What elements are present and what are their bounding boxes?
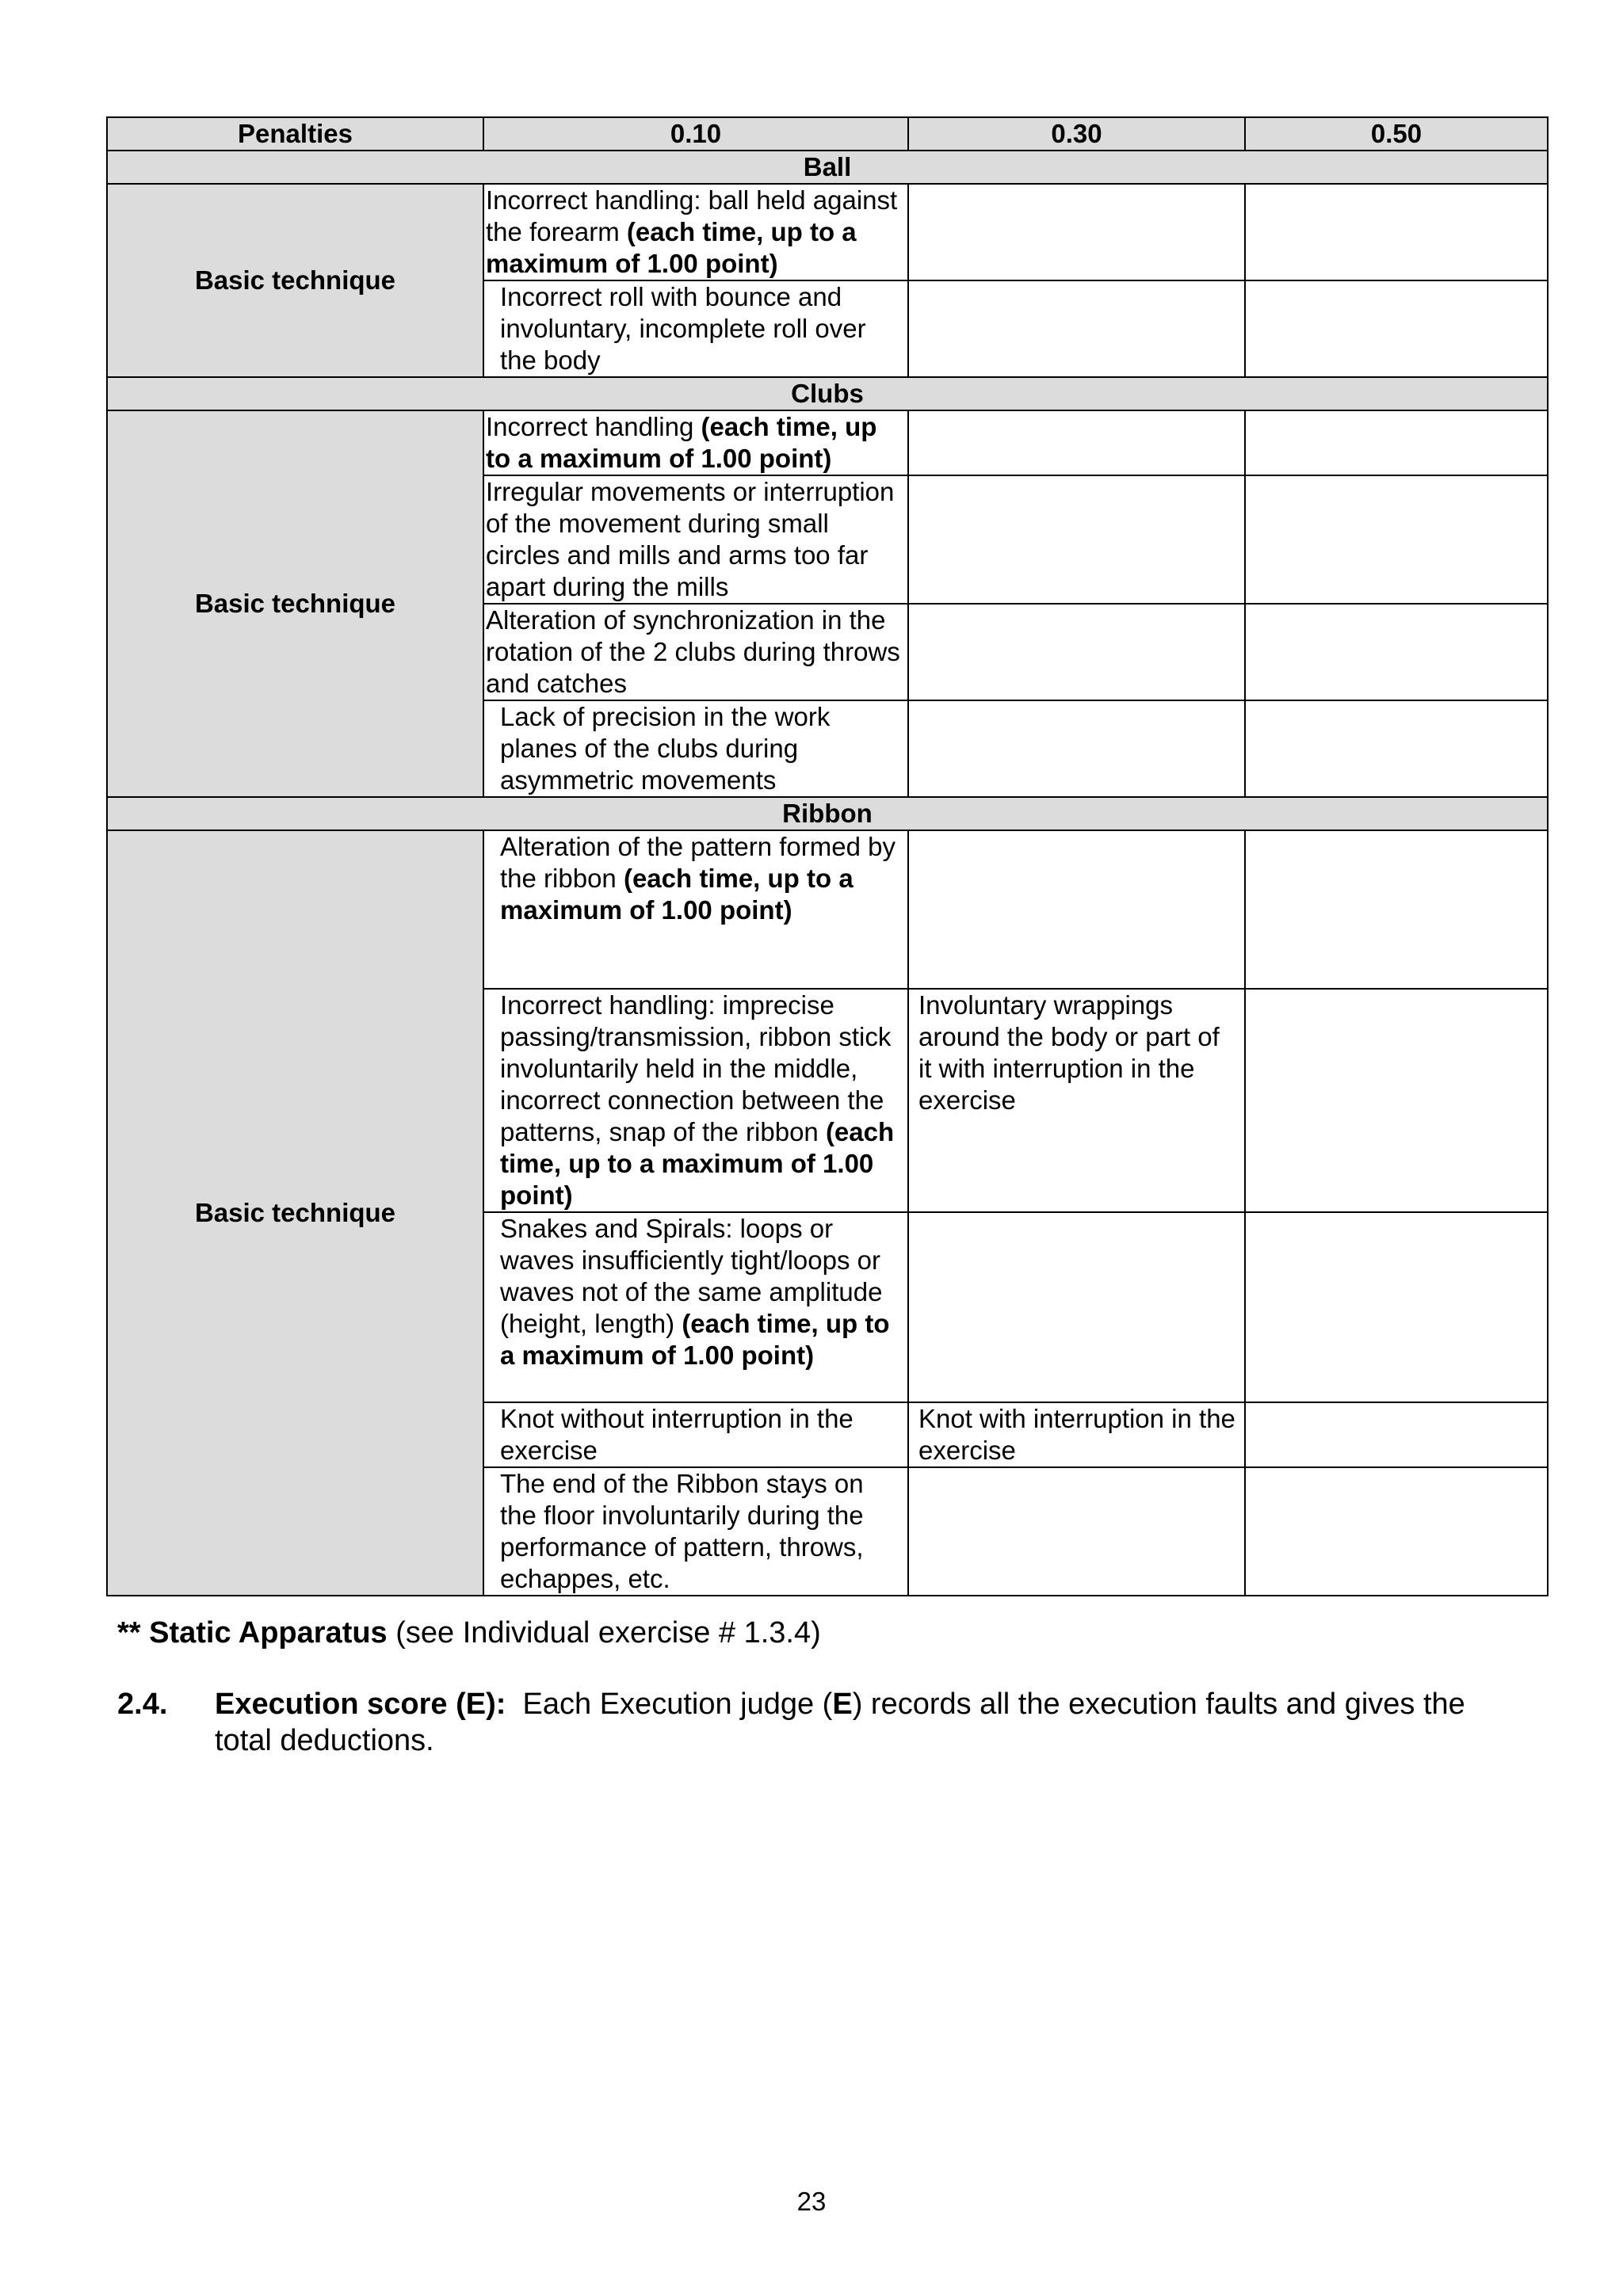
penalty-0-30-cell: Knot with interruption in the exercise bbox=[908, 1402, 1245, 1467]
penalty-cell bbox=[483, 184, 908, 280]
execution-score-paragraph bbox=[117, 1686, 1528, 1759]
header-0-50: 0.50 bbox=[1245, 117, 1548, 151]
section-title-ball: Ball bbox=[107, 151, 1548, 184]
table-row bbox=[107, 410, 1548, 475]
penalty-0-50-cell bbox=[1245, 410, 1548, 475]
section-row-ball bbox=[107, 151, 1548, 184]
category-ribbon: Basic technique bbox=[107, 830, 483, 1596]
penalty-0-30-cell bbox=[908, 1212, 1245, 1402]
note-label: Static Apparatus bbox=[149, 1616, 388, 1650]
penalty-bold-text: (each time, up to a maximum of 1.00 point) bbox=[500, 1309, 890, 1370]
execution-text: Each Execution judge ( bbox=[506, 1688, 833, 1721]
penalty-0-30-cell bbox=[908, 184, 1245, 280]
note-stars: ** bbox=[117, 1616, 141, 1650]
penalty-cell bbox=[483, 989, 908, 1212]
penalty-0-50-cell bbox=[1245, 700, 1548, 797]
penalty-text: Knot without interruption in the exercise bbox=[500, 1404, 854, 1465]
penalty-0-50-cell bbox=[1245, 280, 1548, 377]
table-header-row bbox=[107, 117, 1548, 151]
page-number: 23 bbox=[796, 2187, 827, 2216]
penalty-text: Alteration of the pattern formed by the ribbon bbox=[500, 832, 896, 893]
table-row bbox=[107, 184, 1548, 280]
penalty-0-50-cell bbox=[1245, 1402, 1548, 1467]
penalty-text: Incorrect handling: imprecise passing/transmission, ribbon stick involuntarily held in the middle, incorrect connection between the patterns, snap of the ribbon bbox=[500, 990, 892, 1146]
penalty-0-30-cell bbox=[908, 410, 1245, 475]
penalty-text: Incorrect roll with bounce and involuntary, incomplete roll over the body bbox=[500, 282, 866, 375]
penalty-0-50-cell bbox=[1245, 604, 1548, 700]
section-title-ribbon: Ribbon bbox=[107, 797, 1548, 830]
penalty-0-30-cell bbox=[908, 1467, 1245, 1596]
penalty-0-30-cell: Involuntary wrappings around the body or part of it with interruption in the exercise bbox=[908, 989, 1245, 1212]
penalty-cell bbox=[483, 475, 908, 604]
penalty-bold-text: (each time, up to a maximum of 1.00 point) bbox=[486, 412, 877, 473]
table-row bbox=[107, 830, 1548, 989]
penalty-0-30-cell bbox=[908, 280, 1245, 377]
penalty-text: Lack of precision in the work planes of the clubs during asymmetric movements bbox=[500, 702, 831, 795]
penalty-text: The end of the Ribbon stays on the floor involuntarily during the performance of pattern, throws, echappes, etc. bbox=[500, 1469, 864, 1593]
section-row-ribbon bbox=[107, 797, 1548, 830]
penalty-0-50-cell bbox=[1245, 475, 1548, 604]
penalty-text: Alteration of synchronization in the rotation of the 2 clubs during throws and catches bbox=[486, 605, 900, 698]
penalty-0-50-cell bbox=[1245, 184, 1548, 280]
section-number: 2.4. bbox=[117, 1688, 168, 1721]
penalties-table bbox=[106, 116, 1549, 1596]
penalty-0-50-cell bbox=[1245, 989, 1548, 1212]
penalty-text: Snakes and Spirals: loops or waves insufficiently tight/loops or waves not of the same amplitude (height, length) bbox=[500, 1214, 883, 1338]
section-title-clubs: Clubs bbox=[107, 377, 1548, 410]
penalty-0-30-cell bbox=[908, 700, 1245, 797]
penalty-0-30-cell bbox=[908, 604, 1245, 700]
header-0-30: 0.30 bbox=[908, 117, 1245, 151]
section-row-clubs bbox=[107, 377, 1548, 410]
note-text: (see Individual exercise # 1.3.4) bbox=[387, 1616, 821, 1650]
penalty-text: Incorrect handling bbox=[486, 412, 701, 441]
execution-text-2: ) records all the execution faults and gives the total deductions. bbox=[215, 1688, 1465, 1757]
category-ball: Basic technique bbox=[107, 184, 483, 377]
penalty-cell bbox=[483, 1467, 908, 1596]
penalty-0-30-cell bbox=[908, 830, 1245, 989]
category-clubs: Basic technique bbox=[107, 410, 483, 797]
penalty-text: Irregular movements or interruption of the movement during small circles and mills and arms too far apart during the mills bbox=[486, 477, 895, 601]
execution-label: Execution score (E): bbox=[215, 1688, 506, 1721]
penalty-0-50-cell bbox=[1245, 1467, 1548, 1596]
penalty-0-50-cell bbox=[1245, 1212, 1548, 1402]
penalty-0-50-cell bbox=[1245, 830, 1548, 989]
penalty-cell bbox=[483, 700, 908, 797]
penalty-text: Incorrect handling: ball held against the forearm bbox=[486, 185, 898, 246]
penalty-cell bbox=[483, 1402, 908, 1467]
execution-e: E bbox=[832, 1688, 853, 1721]
header-0-10: 0.10 bbox=[483, 117, 908, 151]
static-apparatus-note bbox=[117, 1616, 821, 1650]
penalty-bold-text: (each time, up to a maximum of 1.00 point) bbox=[486, 217, 857, 278]
penalty-0-30-cell bbox=[908, 475, 1245, 604]
penalty-cell bbox=[483, 830, 908, 989]
penalty-cell bbox=[483, 1212, 908, 1402]
penalty-cell bbox=[483, 604, 908, 700]
penalty-bold-text: (each time, up to a maximum of 1.00 point) bbox=[500, 864, 854, 925]
penalty-cell bbox=[483, 280, 908, 377]
penalty-cell bbox=[483, 410, 908, 475]
penalty-bold-text: (each time, up to a maximum of 1.00 point) bbox=[500, 1117, 895, 1210]
execution-body bbox=[215, 1686, 1528, 1759]
header-penalties: Penalties bbox=[107, 117, 483, 151]
